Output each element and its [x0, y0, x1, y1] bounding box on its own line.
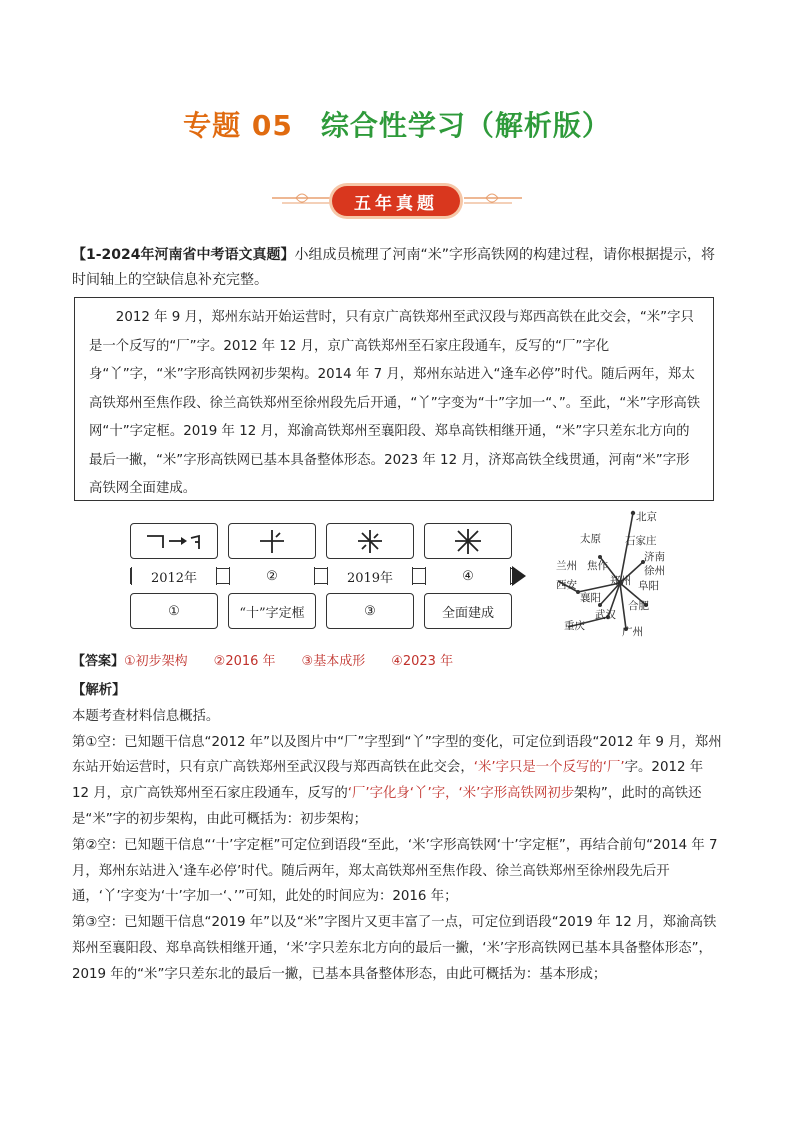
map-city-5: 兰州	[556, 560, 577, 572]
timeline-year-4: ④	[425, 567, 511, 585]
map-city-8: 西安	[556, 579, 577, 591]
map-city-4: 济南	[644, 551, 665, 563]
map-city-13: 武汉	[595, 609, 616, 621]
topic-number: 专题 05	[183, 109, 293, 142]
map-city-15: 广州	[622, 626, 643, 638]
axis-arrow-icon	[512, 564, 532, 588]
answer-item-2: ②2016 年	[213, 654, 276, 669]
topic-name: 综合性学习	[320, 109, 466, 142]
page-title	[0, 104, 794, 144]
analysis-blank-1	[72, 730, 722, 833]
question-stem	[72, 243, 722, 293]
analysis-1-text-b: 字。2012 年 12 月，京广高铁郑州至石家庄段通车，反写的	[72, 760, 704, 802]
analysis-label: 【解析】	[72, 683, 126, 698]
analysis-section	[72, 678, 722, 988]
map-city-6: 焦作	[587, 560, 608, 572]
analysis-blank-3: 第③空：已知题干信息“2019 年”以及“米”字图片又更丰富了一点，可定位到语段“2019 年 12 月，郑渝高铁郑州至襄阳段、郑阜高铁相继开通，‘米’字只差东北方向的最后一撇，‘米’字形高铁网已基本具备整体形态”，2019 年的“米”字只差东北的最后一撇，已基本具备整体形态，由此可概括为：基本形成；	[72, 915, 717, 982]
analysis-1-text-c: 架构”，此时的高铁还是“米”字的初步架构，由此可概括为：初步架构；	[72, 786, 702, 827]
rail-map	[548, 507, 698, 642]
analysis-1-highlight-a: ‘米’字只是一个反写的‘厂’	[473, 760, 625, 776]
banner-label: 五年真题	[332, 186, 460, 216]
glyph-mi-full-icon	[448, 527, 488, 555]
topic-suffix: （解析版）	[465, 109, 611, 142]
analysis-1-highlight-b: ‘厂’字化身‘丫’字，‘米’字形高铁网初步	[347, 786, 575, 802]
analysis-1-text-a: 第①空：已知题干信息“2012 年”以及图片中“厂”字型到“丫”字型的变化，可定位到语段“2012 年 9 月，郑州东站开始运营时，只有京广高铁郑州至武汉段与郑西高铁在此交会，	[72, 734, 722, 776]
question-prompt: 小组成员梳理了河南“米”字形高铁网的构建过程，请你根据提示，将时间轴上的空缺信息补充完整。	[72, 247, 716, 288]
question-source: 【1-2024年河南省中考语文真题】	[72, 247, 295, 263]
map-city-3: 石家庄	[625, 535, 657, 547]
timeline-year-2: ②	[229, 567, 315, 585]
map-city-14: 重庆	[564, 620, 585, 632]
answer-item-1: ①初步架构	[124, 654, 188, 669]
answer-line	[72, 650, 479, 669]
glyph-box-1	[130, 523, 218, 559]
section-banner	[268, 178, 528, 222]
glyph-box-3	[326, 523, 414, 559]
map-city-2: 太原	[580, 533, 601, 545]
glyph-mi-partial-icon	[350, 527, 390, 555]
analysis-blank-2: 第②空：已知题干信息“‘十’字定框”可定位到语段“至此，‘米’字形高铁网‘十’字定框”，再结合前句“2014 年 7 月，郑州东站进入‘逢车必停’时代。随后两年，郑太高铁郑州至焦作段、徐兰高铁郑州至徐州段先后开通，‘丫’字变为‘十’字加一‘、’”可知，此处的时间应为：2016 年；	[72, 837, 718, 905]
map-city-11: 襄阳	[580, 592, 601, 604]
glyph-box-2	[228, 523, 316, 559]
timeline-figure	[130, 523, 530, 633]
timeline-desc-1: ①	[130, 593, 218, 629]
glyph-reverse-chang-icon	[139, 528, 209, 554]
timeline-desc-3: ③	[326, 593, 414, 629]
timeline-desc-2: “十”字定框	[228, 593, 316, 629]
answer-item-4: ④2023 年	[391, 654, 454, 669]
map-city-9: 郑州	[610, 575, 631, 587]
answer-item-3: ③基本成形	[301, 654, 366, 669]
timeline-year-3: 2019年	[327, 567, 413, 585]
timeline-year-1: 2012年	[131, 567, 217, 585]
glyph-shi-icon	[252, 527, 292, 555]
analysis-intro: 本题考查材料信息概括。	[72, 708, 220, 724]
glyph-box-4	[424, 523, 512, 559]
reading-passage: 2012 年 9 月，郑州东站开始运营时，只有京广高铁郑州至武汉段与郑西高铁在此交会，“米”字只是一个反写的“厂”字。2012 年 12 月，京广高铁郑州至石家庄段通车，反写的“厂”字化身“丫”字，“米”字形高铁网初步架构。2014 年 7 月，郑州东站进入“逢车必停”时代。随后两年，郑太高铁郑州至焦作段、徐兰高铁郑州至徐州段先后开通，“丫”字变为“十”字加一“、”。至此，“米”字形高铁网“十”字定框。2019 年 12 月，郑渝高铁郑州至襄阳段、郑阜高铁相继开通，“米”字只差东北方向的最后一撇，“米”字形高铁网已基本具备整体形态。2023 年 12 月，济郑高铁全线贯通，河南“米”字形高铁网全面建成。	[74, 297, 714, 501]
map-city-10: 阜阳	[638, 580, 659, 592]
timeline-desc-4: 全面建成	[424, 593, 512, 629]
map-city-7: 徐州	[644, 565, 665, 577]
map-city-12: 合肥	[628, 600, 649, 612]
map-city-1: 北京	[636, 511, 657, 523]
answer-label: 【答案】	[72, 654, 125, 669]
